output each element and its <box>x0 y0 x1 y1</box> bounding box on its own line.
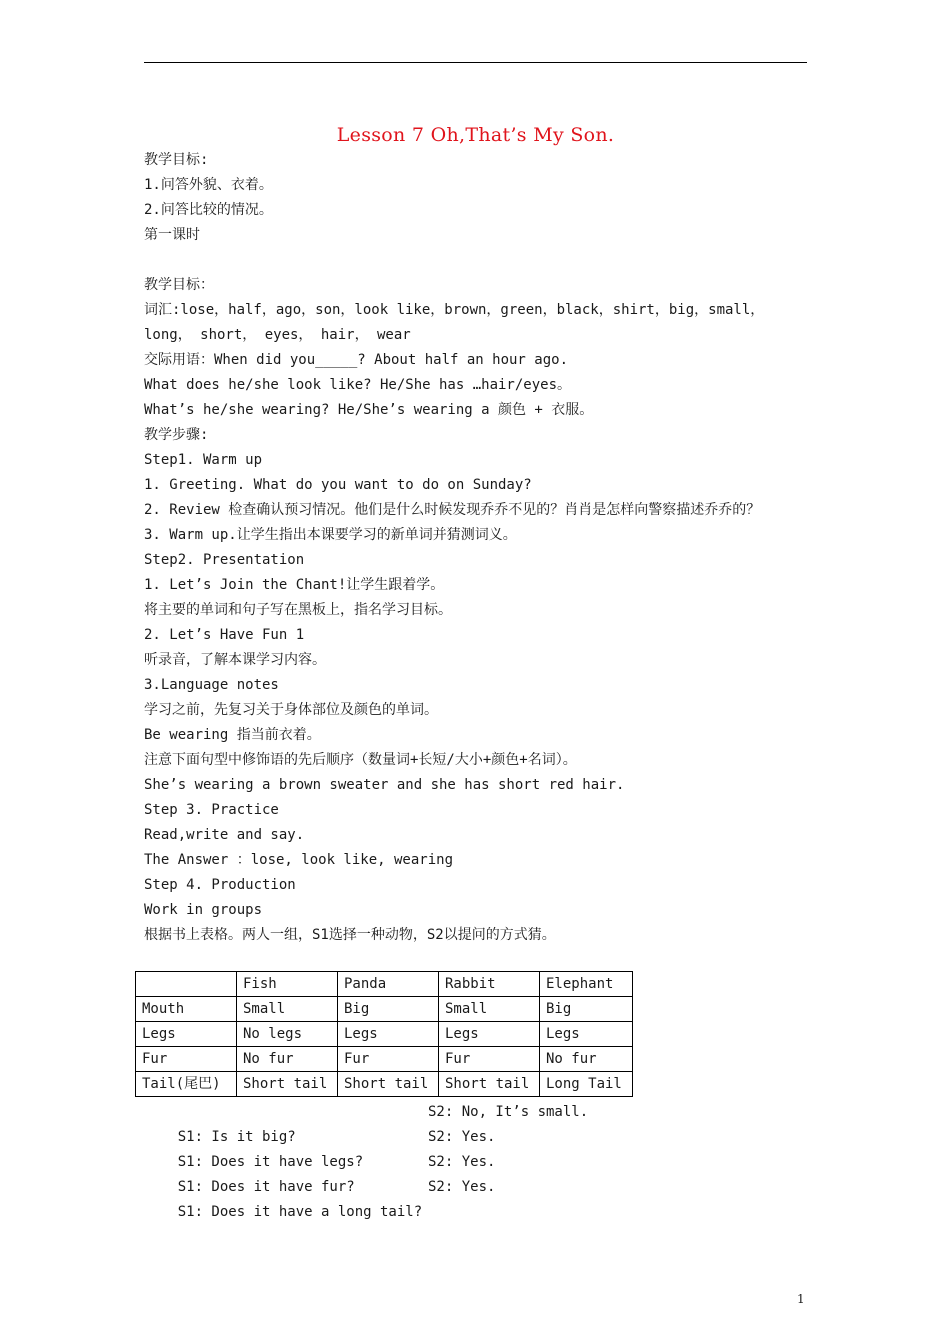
table-cell: Small <box>439 997 540 1022</box>
text-line: Work in groups <box>144 902 263 918</box>
table-cell: Short tail <box>338 1072 439 1097</box>
table-cell: Short tail <box>439 1072 540 1097</box>
table-cell: Fur <box>136 1047 237 1072</box>
table-cell: Legs <box>439 1022 540 1047</box>
text-line: 注意下面句型中修饰语的先后顺序（数量词+长短/大小+颜色+名词）。 <box>144 752 577 768</box>
text-line: 根据书上表格。两人一组，S1选择一种动物，S2以提问的方式猜。 <box>144 927 556 943</box>
text-line: 1. Greeting. What do you want to do on Sunday? <box>144 477 532 493</box>
text-line: 2.问答比较的情况。 <box>144 202 273 218</box>
table-cell: Long Tail <box>540 1072 633 1097</box>
table-cell: Fur <box>439 1047 540 1072</box>
text-line: 2. Review 检查确认预习情况。他们是什么时候发现乔乔不见的？肖肖是怎样向警察描述乔乔的？ <box>144 502 761 518</box>
text-line: 1. Let’s Join the Chant!让学生跟着学。 <box>144 577 445 593</box>
text-line: 教学目标： <box>144 277 214 293</box>
text-line: 交际用语：When did you_____? About half an hour ago. <box>144 352 569 368</box>
text-line: 3.Language notes <box>144 677 279 693</box>
header-rule <box>144 62 807 63</box>
table-cell: No legs <box>237 1022 338 1047</box>
text-line: She’s wearing a brown sweater and she has short red hair. <box>144 777 625 793</box>
blank-line <box>144 248 807 273</box>
table-header-cell: Panda <box>338 972 439 997</box>
dialog-row <box>144 1125 807 1170</box>
dialog-s2: S2: Yes. <box>428 1154 496 1170</box>
dialog-row <box>144 1150 807 1195</box>
text-line: The Answer ：lose, look like, wearing <box>144 852 454 868</box>
table-cell: Legs <box>136 1022 237 1047</box>
table-cell: Big <box>540 997 633 1022</box>
text-line: 3. Warm up.让学生指出本课要学习的新单词并猜测词义。 <box>144 527 517 543</box>
dialog-s1: S1: Does it have fur? <box>177 1179 355 1195</box>
table-header-cell: Elephant <box>540 972 633 997</box>
table-cell: No fur <box>540 1047 633 1072</box>
table-cell: Tail(尾巴) <box>136 1072 237 1097</box>
table-cell: No fur <box>237 1047 338 1072</box>
table-cell: Legs <box>540 1022 633 1047</box>
text-line: Be wearing 指当前衣着。 <box>144 727 321 743</box>
table-row <box>136 1072 633 1097</box>
text-line: 第一课时 <box>144 227 200 243</box>
text-line: 教学目标: <box>144 152 209 168</box>
dialog-s1: S1: Does it have legs? <box>177 1154 364 1170</box>
text-line: 教学步骤: <box>144 427 209 443</box>
text-line: 1.问答外貌、衣着。 <box>144 177 273 193</box>
table-cell: Mouth <box>136 997 237 1022</box>
text-line: Step 3. Practice <box>144 802 279 818</box>
table-cell: Legs <box>338 1022 439 1047</box>
text-line: 将主要的单词和句子写在黑板上，指名学习目标。 <box>144 602 452 618</box>
dialog-s2: S2: No, It’s small. <box>428 1104 589 1120</box>
text-line: 词汇:lose，half，ago，son，look like，brown，green，black，shirt，big，small， <box>144 302 765 318</box>
text-line: What’s he/she wearing? He/She’s wearing a 颜色 + 衣服。 <box>144 402 594 418</box>
text-line: 学习之前，先复习关于身体部位及颜色的单词。 <box>144 702 438 718</box>
text-line: long， short， eyes， hair， wear <box>144 327 411 343</box>
table-cell: Fur <box>338 1047 439 1072</box>
table-cell: Short tail <box>237 1072 338 1097</box>
table-header-cell <box>136 972 237 997</box>
lesson-title: Lesson 7 Oh,That’s My Son. <box>336 124 615 146</box>
text-line: Step 4. Production <box>144 877 296 893</box>
page-number: 1 <box>797 1292 805 1306</box>
lesson-body <box>144 148 807 948</box>
table-row <box>136 1022 633 1047</box>
animal-table <box>135 971 633 1097</box>
text-line: 2. Let’s Have Fun 1 <box>144 627 305 643</box>
text-line: Step2. Presentation <box>144 552 305 568</box>
table-cell: Big <box>338 997 439 1022</box>
text-line: Read,write and say. <box>144 827 305 843</box>
table-cell: Small <box>237 997 338 1022</box>
text-line: Step1. Warm up <box>144 452 263 468</box>
text-line: 听录音，了解本课学习内容。 <box>144 652 326 668</box>
table-header-row <box>136 972 633 997</box>
dialog-s2: S2: Yes. <box>428 1179 496 1195</box>
dialog-row <box>144 1175 807 1220</box>
dialog-s1: S1: Does it have a long tail? <box>177 1204 423 1220</box>
dialog-s2: S2: Yes. <box>428 1129 496 1145</box>
table-header-cell: Rabbit <box>439 972 540 997</box>
text-line: What does he/she look like? He/She has …hair/eyes。 <box>144 377 572 393</box>
table-row <box>136 997 633 1022</box>
dialog-s1: S1: Is it big? <box>177 1129 296 1145</box>
table-row <box>136 1047 633 1072</box>
table-header-cell: Fish <box>237 972 338 997</box>
dialog-block <box>144 1100 807 1220</box>
